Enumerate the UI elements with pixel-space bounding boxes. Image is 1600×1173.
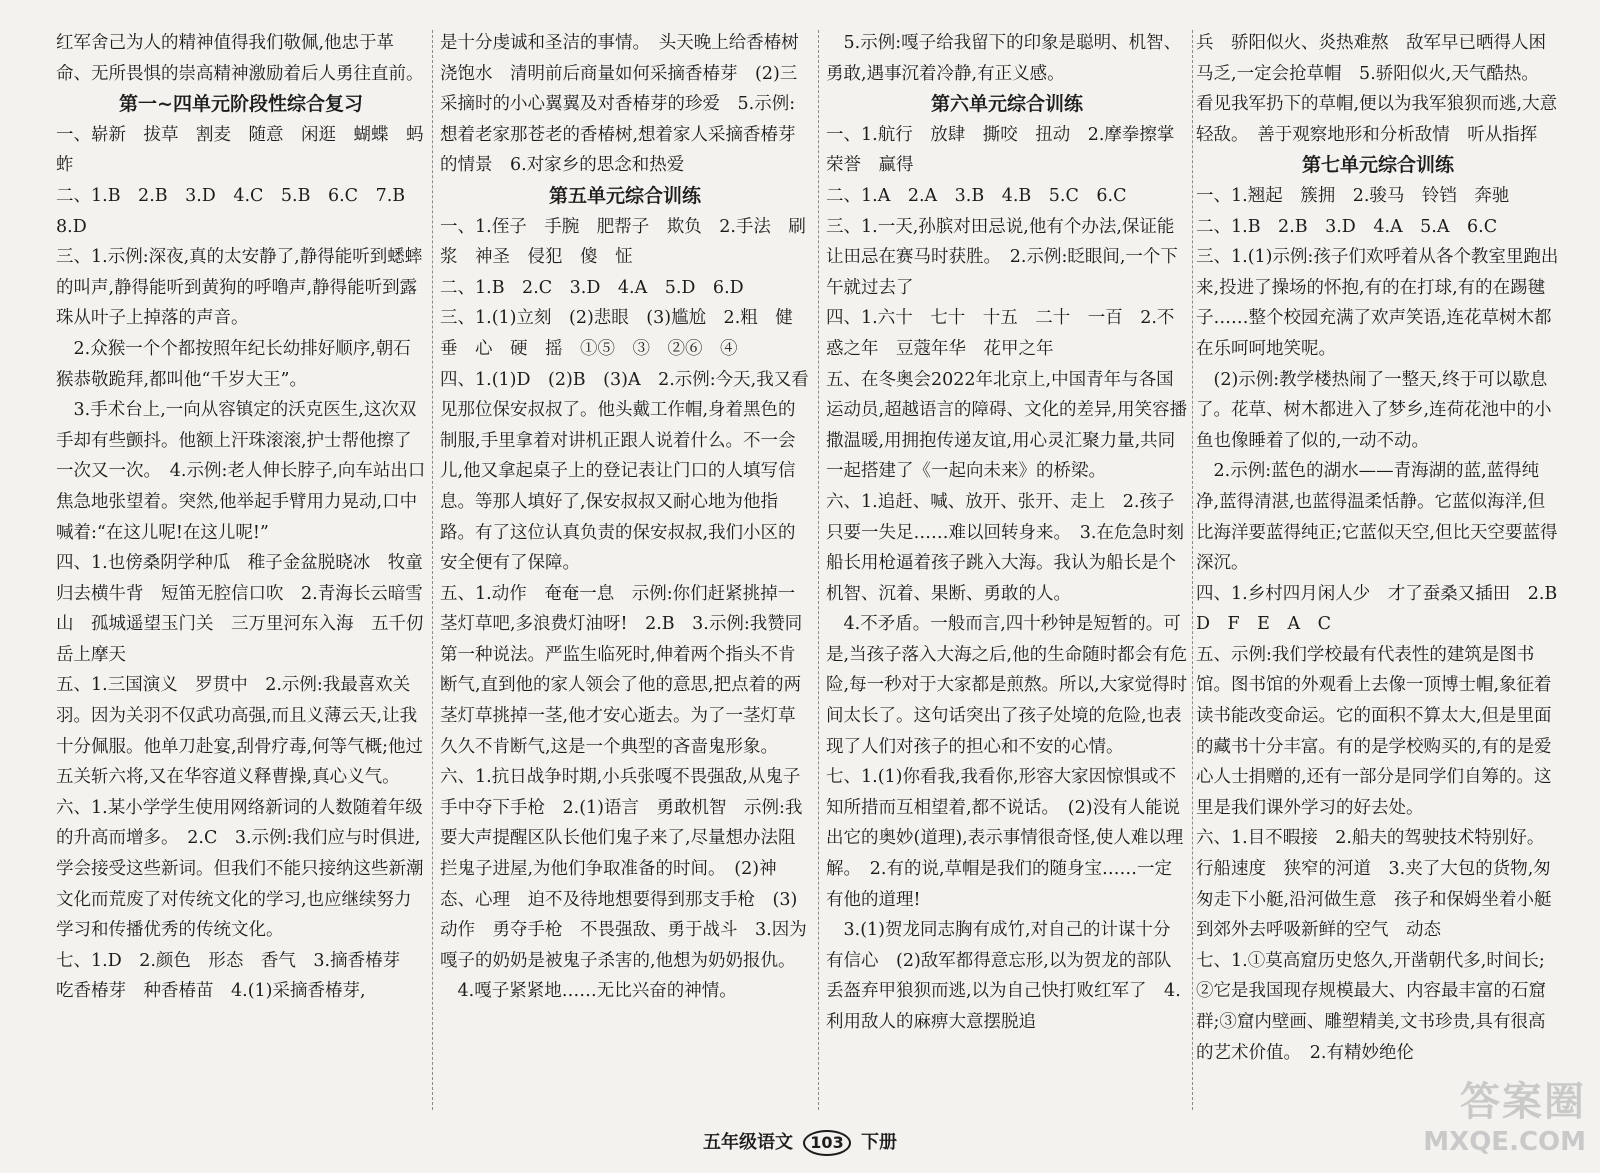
- answer-paragraph: 六、1.追赶、喊、放开、张开、走上 2.孩子只要一失足……难以回转身来。 3.在危急时刻船长用枪逼着孩子跳入大海。我认为船长是个机智、沉着、果断、勇敢的人。: [826, 491, 1184, 604]
- answer-paragraph: 五、1.三国演义 罗贯中 2.示例:我最喜欢关羽。因为关羽不仅武功高强,而且义薄云天,让我十分佩服。他单刀赴宴,刮骨疗毒,何等气概;他过五关斩六将,又在华容道义释曹操,真心义气。: [56, 675, 424, 788]
- answer-paragraph: 六、1.抗日战争时期,小兵张嘎不畏强敌,从鬼子手中夺下手枪 2.(1)语言 勇敢机智 示例:我要大声提醒区队长他们鬼子来了,尽量想办法阻拦鬼子进屋,为他们争取准备的时间。 (2)神态、心理 迫不及待地想要得到那支手枪 (3)动作 勇夺手枪 不畏强敌、勇于战斗 3.因为嘎子的奶奶是被鬼子杀害的,他想为奶奶报仇。: [440, 767, 807, 971]
- answer-paragraph: 四、1.也傍桑阴学种瓜 稚子金盆脱晓冰 牧童归去横牛背 短笛无腔信口吹 2.青海长云暗雪山 孤城遥望玉门关 三万里河东入海 五千仞岳上摩天: [56, 553, 424, 665]
- answer-paragraph: 一、1.侄子 手腕 肥帮子 欺负 2.手法 刷浆 神圣 侵犯 傻 怔: [440, 216, 806, 268]
- watermark-logo: 答案圈: [1460, 1079, 1586, 1125]
- answer-paragraph: 五、示例:我们学校最有代表性的建筑是图书馆。图书馆的外观看上去像一顶博士帽,象征着读书能改变命运。它的面积不算太大,但是里面的藏书十分丰富。有的是学校购买的,有的是爱心人士捐赠的,还有一部分是同学们自筹的。这里是我们课外学习的好去处。: [1196, 644, 1552, 818]
- answer-paragraph: 是十分虔诚和圣洁的事情。 头天晚上给香椿树浇饱水 清明前后商量如何采摘香椿芽 (2)三 采摘时的小心翼翼及对香椿芽的珍爱 5.示例:想着老家那苍老的香椿树,想着家人采摘香椿芽的情景 6.对家乡的思念和热爱: [440, 33, 815, 176]
- answer-paragraph: 一、崭新 拔草 割麦 随意 闲逛 蝴蝶 蚂蚱: [56, 124, 424, 176]
- answer-paragraph: 2.示例:蓝色的湖水——青海湖的蓝,蓝得纯净,蓝得清湛,也蓝得温柔恬静。它蓝似海洋,但比海洋要蓝得纯正;它蓝似天空,但比天空要蓝得深沉。: [1196, 461, 1558, 574]
- answer-paragraph: 2.众猴一个个都按照年纪长幼排好顺序,朝石猴恭敬跪拜,都叫他“千岁大王”。: [56, 338, 411, 390]
- answer-paragraph: 3.(1)贺龙同志胸有成竹,对自己的计谋十分有信心 (2)敌军都得意忘形,以为贺龙的部队丢盔弃甲狼狈而逃,以为自己快打败红军了 4.利用敌人的麻痹大意摆脱追: [826, 920, 1181, 1032]
- column-divider: [432, 30, 433, 1110]
- section-title: 第一~四单元阶段性综合复习: [119, 93, 363, 116]
- answer-paragraph: 一、1.航行 放肆 撕咬 扭动 2.摩拳擦掌 荣誉 赢得: [826, 124, 1192, 176]
- section-title: 第六单元综合训练: [930, 93, 1083, 116]
- answer-paragraph: 二、1.B 2.B 3.D 4.A 5.A 6.C: [1196, 216, 1498, 237]
- answer-paragraph: 4.嘎子紧紧地……无比兴奋的神情。: [440, 981, 737, 1002]
- watermark: [1423, 1070, 1586, 1157]
- watermark-url: MXQE.COM: [1423, 1127, 1586, 1157]
- page-footer: [0, 1128, 1600, 1156]
- answer-paragraph: 五、在冬奥会2022年北京上,中国青年与各国运动员,超越语言的障碍、文化的差异,用笑容播撒温暖,用拥抱传递友谊,用心灵汇聚力量,共同一起搭建了《一起向未来》的桥梁。: [826, 369, 1188, 482]
- page-number: 103: [803, 1130, 850, 1156]
- answer-paragraph: (2)示例:教学楼热闹了一整天,终于可以歇息了。花草、树木都进入了梦乡,连荷花池中的小鱼也像睡着了似的,一动不动。: [1196, 369, 1552, 451]
- answer-paragraph: 4.不矛盾。一般而言,四十秒钟是短暂的。可是,当孩子落入大海之后,他的生命随时都会有危险,每一秒对于大家都是煎熬。所以,大家觉得时间太长了。这句话突出了孩子处境的危险,也表现了人们对孩子的担心和不安的心情。: [826, 614, 1188, 757]
- column-4: [1196, 28, 1575, 1108]
- answer-paragraph: 3.手术台上,一向从容镇定的沃克医生,这次双手却有些颤抖。他额上汗珠滚滚,护士帮他擦了一次又一次。 4.示例:老人伸长脖子,向车站出口焦急地张望着。突然,他举起手臂用力晃动,口中喊着:“在这儿呢!在这儿呢!”: [56, 400, 426, 543]
- answer-paragraph: 一、1.翘起 簇拥 2.骏马 铃铛 奔驰: [1196, 185, 1510, 206]
- answer-paragraph: 四、1.六十 七十 十五 二十 一百 2.不惑之年 豆蔻年华 花甲之年: [826, 308, 1175, 359]
- answer-paragraph: 二、1.B 2.B 3.D 4.C 5.B 6.C 7.B 8.D: [56, 185, 423, 237]
- answer-paragraph: 六、1.目不暇接 2.船夫的驾驶技术特别好。 行船速度 狭窄的河道 3.夹了大包的货物,匆匆走下小艇,沿河做生意 孩子和保姆坐着小艇到郊外去呼吸新鲜的空气 动态: [1196, 828, 1554, 941]
- answer-paragraph: 七、1.D 2.颜色 形态 香气 3.摘香椿芽 吃香椿芽 种香椿苗 4.(1)采摘香椿芽,: [56, 950, 418, 1002]
- footer-subject: 五年级语文: [703, 1132, 794, 1153]
- answer-paragraph: 六、1.某小学学生使用网络新词的人数随着年级的升高而增多。 2.C 3.示例:我们应与时俱进,学会接受这些新词。但我们不能只接纳这些新潮文化而荒废了对传统文化的学习,也应继续努力学习和传播优秀的传统文化。: [56, 797, 424, 941]
- answer-paragraph: 红军舍己为人的精神值得我们敬佩,他忠于革命、无所畏惧的崇高精神激励着后人勇往直前。: [56, 33, 424, 84]
- answer-paragraph: 四、1.乡村四月闲人少 才了蚕桑又插田 2.B D F E A C: [1196, 583, 1575, 635]
- section-title: 第五单元综合训练: [548, 184, 701, 207]
- answer-paragraph: 二、1.B 2.C 3.D 4.A 5.D 6.D: [440, 277, 744, 298]
- answer-paragraph: 三、1.示例:深夜,真的太安静了,静得能听到蟋蟀的叫声,静得能听到黄狗的呼噜声,静得能听到露珠从叶子上掉落的声音。: [56, 247, 423, 329]
- answer-paragraph: 兵 骄阳似火、炎热难熬 敌军早已晒得人困马乏,一定会抢草帽 5.骄阳似火,天气酷热。 看见我军扔下的草帽,便以为我军狼狈而逃,大意轻敌。 善于观察地形和分析敌情 听从指挥: [1196, 33, 1558, 145]
- column-1: [56, 28, 426, 1108]
- column-2: [440, 28, 815, 1108]
- answer-paragraph: 四、1.(1)D (2)B (3)A 2.示例:今天,我又看见那位保安叔叔了。他头戴工作帽,身着黑色的制服,手里拿着对讲机正跟人说着什么。不一会儿,他又拿起桌子上的登记表让门口的人填写信息。等那人填好了,保安叔叔又耐心地为他指路。有了这位认真负责的保安叔叔,我们小区的安全便有了保障。: [440, 369, 809, 574]
- answer-paragraph: 七、1.①莫高窟历史悠久,开凿朝代多,时间长;②它是我国现存规模最大、内容最丰富的石窟群;③窟内壁画、雕塑精美,文书珍贵,具有很高的艺术价值。 2.有精妙绝伦: [1196, 950, 1546, 1063]
- answer-paragraph: 五、1.动作 奄奄一息 示例:你们赶紧挑掉一茎灯草吧,多浪费灯油呀! 2.B 3.示例:我赞同第一种说法。严监生临死时,伸着两个指头不肯断气,直到他的家人领会了他的意思,把点着的两茎灯草挑掉一茎,他才安心逝去。为了一茎灯草久久不肯断气,这是一个典型的吝啬鬼形象。: [440, 583, 803, 757]
- answer-paragraph: 七、1.(1)你看我,我看你,形容大家因惊惧或不知所措而互相望着,都不说话。 (2)没有人能说出它的奥妙(道理),表示事情很奇怪,使人难以理解。 2.有的说,草帽是我们的随身宝……一定有他的道理!: [826, 767, 1184, 910]
- column-divider: [1192, 30, 1193, 1110]
- answer-paragraph: 5.示例:嘎子给我留下的印象是聪明、机智、勇敢,遇事沉着冷静,有正义感。: [826, 33, 1182, 84]
- answer-paragraph: 二、1.A 2.A 3.B 4.B 5.C 6.C: [826, 185, 1127, 206]
- column-3: [826, 28, 1192, 1108]
- footer-volume: 下册: [860, 1132, 897, 1153]
- answer-paragraph: 三、1.(1)立刻 (2)悲眼 (3)尴尬 2.粗 健 垂 心 硬 摇 ①⑤ ③ ②⑥ ④: [440, 308, 811, 359]
- column-divider: [818, 30, 819, 1110]
- answer-paragraph: 三、1.一天,孙膑对田忌说,他有个办法,保证能让田忌在赛马时获胜。 2.示例:眨眼间,一个下午就过去了: [826, 216, 1178, 298]
- answer-paragraph: 三、1.(1)示例:孩子们欢呼着从各个教室里跑出来,投进了操场的怀抱,有的在打球,有的在踢毽子……整个校园充满了欢声笑语,连花草树木都在乐呵呵地笑呢。: [1196, 247, 1559, 359]
- section-title: 第七单元综合训练: [1301, 154, 1454, 177]
